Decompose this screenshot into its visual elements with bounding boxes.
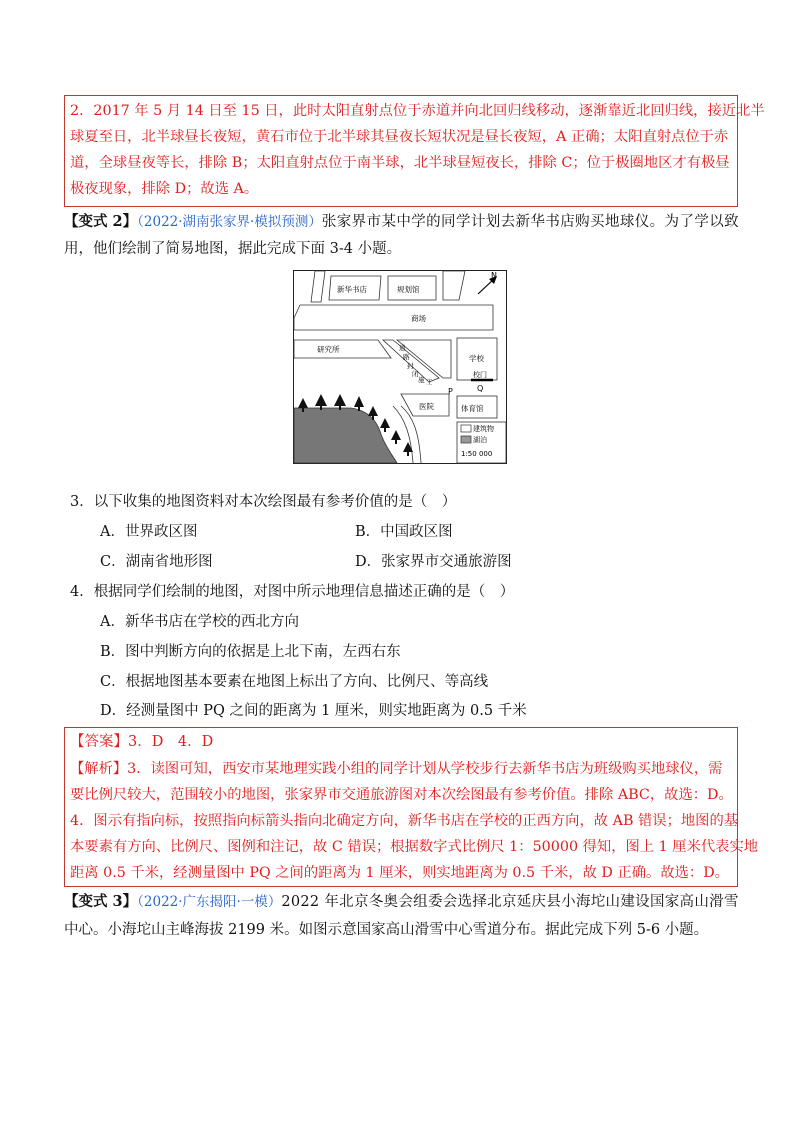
- option-3b[interactable]: B．中国政区图: [355, 524, 453, 540]
- scale-label: 1:50 000: [461, 450, 493, 458]
- option-4c[interactable]: C．根据地图基本要素在地图上标出了方向、比例尺、等高线: [100, 674, 489, 690]
- label-road-closed: 工: [426, 378, 433, 386]
- label-road-closed: 闭: [412, 370, 419, 378]
- label-gym: 体育馆: [461, 404, 484, 413]
- option-3c[interactable]: C．湖南省地形图: [100, 554, 213, 570]
- label-institute: 研究所: [317, 345, 340, 354]
- legend-lake-swatch: [461, 436, 471, 443]
- analysis-line: 【解析】3．读图可知，西安市某地理实践小组的同学计划从学校步行去新华书店为班级购买地球仪，需: [70, 761, 723, 777]
- label-mall: 商场: [411, 314, 426, 323]
- variant2-intro: [64, 212, 739, 232]
- analysis-line: 本要素有方向、比例尺、图例和注记，故 C 错误；根据数字式比例尺 1：50000 得知，图上 1 厘米代表实地: [70, 839, 759, 855]
- option-3d[interactable]: D．张家界市交通旅游图: [355, 554, 512, 570]
- analysis-line: 4．图示有指向标，按照指向标箭头指向北确定方向，新华书店在学校的正西方向，故 AB 错误；地图的基: [70, 813, 739, 829]
- source-link[interactable]: （2022·湖南张家界·模拟预测）: [137, 214, 322, 230]
- explanation-line: 球夏至日，北半球昼长夜短，黄石市位于北半球其昼夜长短状况是昼长夜短，A 正确；太阳直射点位于赤: [70, 129, 729, 145]
- option-4b[interactable]: B．图中判断方向的依据是上北下南，左西右东: [100, 644, 401, 660]
- analysis-line: 距离 0.5 千米，经测量图中 PQ 之间的距离为 1 厘米，则实地距离为 0.5 千米，故 D 正确。故选：D。: [70, 865, 729, 881]
- variant3-intro-line2: 中心。小海坨山主峰海拔 2199 米。如图示意国家高山滑雪中心雪道分布。据此完成下列 5-6 小题。: [64, 922, 709, 938]
- label-hospital: 医院: [419, 402, 434, 411]
- legend-building-label: 建筑物: [473, 425, 494, 433]
- label-planning: 规划馆: [397, 285, 420, 294]
- label-school: 学校: [469, 354, 484, 363]
- building-institute: [294, 340, 391, 358]
- explanation-line: 极夜现象，排除 D；故选 A。: [70, 181, 259, 197]
- answer-line: 【答案】3．D 4．D: [70, 734, 214, 750]
- source-link[interactable]: （2022·广东揭阳·一模）: [137, 894, 282, 910]
- question-text: 2022 年北京冬奥会组委会选择北京延庆县小海坨山建设国家高山滑雪: [281, 894, 739, 910]
- option-3a[interactable]: A．世界政区图: [100, 524, 198, 540]
- label-road-closed: 施: [418, 376, 425, 384]
- legend-lake-label: 湖泊: [473, 436, 487, 444]
- explanation-line: 道，全球昼夜等长，排除 B；太阳直射点位于南半球，北半球昼短夜长，排除 C；位于极圈地区才有极昼: [70, 155, 730, 171]
- label-bookstore: 新华书店: [337, 285, 367, 294]
- option-4d[interactable]: D．经测量图中 PQ 之间的距离为 1 厘米，则实地距离为 0.5 千米: [100, 703, 527, 719]
- legend-building-swatch: [461, 425, 471, 432]
- label-q: Q: [477, 384, 484, 393]
- option-4a[interactable]: A．新华书店在学校的西北方向: [100, 614, 299, 630]
- variant-tag: 【变式 2】: [64, 213, 138, 230]
- question-3-stem: 3．以下收集的地图资料对本次绘图最有参考价值的是（ ）: [70, 494, 457, 510]
- building-mall: [294, 305, 493, 330]
- label-p: P: [448, 387, 453, 396]
- variant-tag: 【变式 3】: [64, 893, 138, 910]
- label-road-closed: 道: [399, 344, 406, 352]
- label-road-closed: 路: [403, 353, 410, 361]
- analysis-line: 要比例尺较大，范围较小的地图，张家界市交通旅游图对本次绘图最有参考价值。排除 ABC，故选：D。: [70, 787, 733, 803]
- variant2-intro-line2: 用，他们绘制了简易地图，据此完成下面 3-4 小题。: [64, 241, 402, 257]
- label-road-closed: 封: [407, 362, 414, 370]
- variant3-intro: [64, 892, 739, 912]
- north-label: N: [491, 271, 497, 280]
- question-4-stem: 4．根据同学们绘制的地图，对图中所示地理信息描述正确的是（ ）: [70, 584, 515, 600]
- simple-map-figure: [293, 270, 507, 464]
- explanation-line: 2．2017 年 5 月 14 日至 15 日，此时太阳直射点位于赤道并向北回归线移动，逐渐靠近北回归线，接近北半: [70, 103, 765, 119]
- question-text: 张家界市某中学的同学计划去新华书店购买地球仪。为了学以致: [321, 214, 740, 230]
- label-gate: 校门: [473, 371, 487, 379]
